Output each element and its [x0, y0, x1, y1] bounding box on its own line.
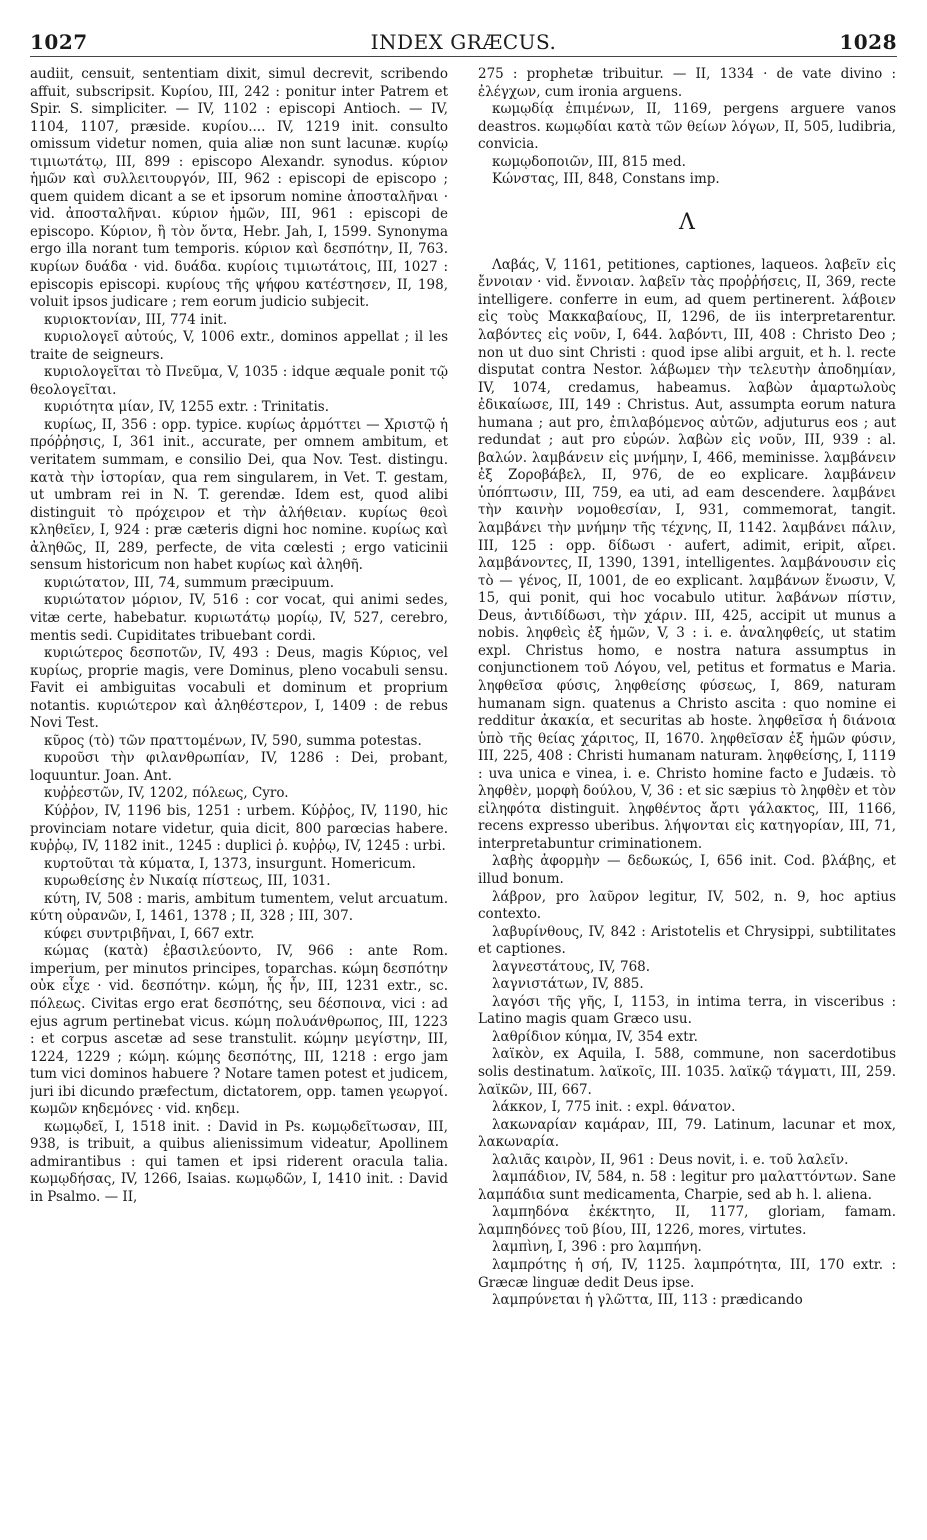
- page-header: [30, 26, 897, 57]
- index-entry: λαβὴς ἀφορμὴν — δεδωκώς, I, 656 init. Cod. βλάβης, et illud bonum.: [478, 853, 896, 887]
- index-entry: κυρίως, II, 356 : opp. typice. κυρίως ἁρμόττει — Χριστῷ ἡ πρόῤῥησις, I, 361 init., accurate, per omnem ambitum, et veritatem summam, e consilio Dei, qua Nov. Test. distingu. κατὰ τὴν ἱστορίαν, qua rem singularem, in Vet. T. gestam, ut umbram rei in N. T. gerendæ. Idem est, quod alibi distinguit τὸ πρόχειρον et τὴν ἀλήθειαν. κυρίως θεοὶ κληθεῖεν, I, 924 : præ cæteris digni hoc nomine. κυρίως καὶ ἀληθῶς, II, 289, perfecte, de vita cœlesti ; ergo vaticinii sensum historicum non habet κυρίως καὶ ἀληθῆ.: [30, 416, 448, 574]
- index-entry: κύτη, IV, 508 : maris, ambitum tumentem, velut arcuatum. κύτη οὐρανῶν, I, 1461, 1378 ; II, 328 ; III, 307.: [30, 890, 448, 925]
- index-entry: λαβυρίνθους, IV, 842 : Aristotelis et Chrysippi, subtilitates et captiones.: [478, 923, 896, 958]
- index-entry: λάβρον, pro λαῦρον legitur, IV, 502, n. 9, hoc aptius contexto.: [478, 888, 896, 923]
- index-entry: κωμῳδοποιῶν, III, 815 med.: [492, 153, 686, 170]
- index-entry: κώμας (κατὰ) ἐβασιλεύοντο, IV, 966 : ante Rom. imperium, per minutos principes, toparchas. κώμη δεσπότην οὐκ εἶχε · vid. δεσπότην. κώμη, ἧς ἦν, III, 1231 extr., sc. πόλεως. Civitas ergo erat δεσπότης, seu δέσποινα, vici : ad ejus agrum pertinebat vicus. κώμη πολυάνθρωπος, III, 1223 : et corpus ascetæ ad sese transtulit. κώμην μεγίστην, III, 1224, 1229 ; κώμη. κώμης δεσπότης, III, 1218 : ergo jam tum vici dominos habuere ? Notare tamen potest et judicem, juri ibi dicundo præfectum, dictatorem, opp. tamen γεωργοί. κωμῶν κηδεμόνες · vid. κηδεμ.: [30, 943, 448, 1118]
- page-number-left: 1027: [30, 30, 88, 54]
- index-entry: κυριώτατον μόριον, IV, 516 : cor vocat, qui animi sedes, vitæ certe, habebatur. κυριωτάτῳ μορίῳ, IV, 527, cerebro, mentis sedi. Cupiditates tribuebant cordi.: [30, 592, 448, 644]
- index-entry: λαμπάδιον, IV, 584, n. 58 : legitur pro μαλαττόντων. Sane λαμπάδια sunt medicamenta, Charpie, sed ab h. l. aliena.: [478, 1169, 896, 1203]
- index-entry: κυρτοῦται τὰ κύματα, I, 1373, insurgunt. Homericum.: [44, 855, 416, 872]
- index-entry: λακωναρίαν καμάραν, III, 79. Latinum, lacunar et mox, λακωναρία.: [478, 1116, 896, 1151]
- index-entry: κῦρος (τὸ) τῶν πραττομένων, IV, 590, summa potestas.: [44, 732, 422, 749]
- index-entry: κυροῦσι τὴν φιλανθρωπίαν, IV, 1286 : Dei, probant, loquuntur. Joan. Ant.: [30, 750, 448, 784]
- index-entry: κυριότητα μίαν, IV, 1255 extr. : Trinitatis.: [44, 399, 330, 416]
- index-entry: λαθρίδιον κύημα, IV, 354 extr.: [492, 1028, 698, 1045]
- right-column: [478, 66, 896, 1526]
- index-entry: κύφει συντριβῆναι, I, 667 extr.: [44, 925, 255, 942]
- running-title: INDEX GRÆCUS.: [370, 30, 557, 54]
- index-entry: κυρωθείσης ἐν Νικαίᾳ πίστεως, III, 1031.: [44, 873, 331, 890]
- index-entry: κυριολογεῖ αὐτούς, V, 1006 extr., dominos appellat ; il les traite de seigneurs.: [30, 329, 448, 363]
- index-entry: Κύῤῥον, IV, 1196 bis, 1251 : urbem. Κύῤῥος, IV, 1190, hic provinciam notare videtur, quia dicit, 800 parœcias habere. κυῤῥῳ, IV, 1182 init., 1245 : duplici ῥ. κυῤῥῳ, IV, 1245 : urbi.: [30, 802, 448, 855]
- index-entry: 275 : prophetæ tribuitur. — II, 1334 · de vate divino : ἐλέγχων, cum ironia arguens.: [478, 66, 896, 100]
- index-entry: κωμῳδίᾳ ἐπιμένων, II, 1169, pergens arguere vanos deastros. κωμῳδίαι κατὰ τῶν θείων λόγων, II, 505, ludibria, convicia.: [478, 101, 896, 153]
- index-entry: κωμῳδεῖ, I, 1518 init. : David in Ps. κωμῳδεῖτωσαν, III, 938, is tribuit, a quibus alienissimum videatur, Apollinem admirantibus : qui tamen et ipsi riderent oracula talia. κωμῳδήσας, IV, 1266, Isaias. κωμῳδῶν, I, 1410 init. : David in Psalmo. — II,: [30, 1118, 448, 1205]
- index-entry: λάκκον, I, 775 init. : expl. θάνατον.: [492, 1099, 736, 1116]
- page-number-right: 1028: [839, 30, 897, 54]
- index-entry: audiit, censuit, sententiam dixit, simul decrevit, scribendo affuit, subscripsit. Κυρίου, III, 242 : ponitur inter Patrem et Spir. S. simpliciter. — IV, 1102 : episcopi Antioch. — IV, 1104, 1107, præside. κυρίου.... IV, 1219 init. consulto omissum videtur nomen, quia aliæ non sunt lacunæ. κυρίῳ τιμιωτάτῳ, III, 899 : episcopo Alexandr. synodus. κύριον ἡμῶν καὶ συλλειτουργόν, III, 962 : episcopi de episcopo ; quem quidem dicant a se et ipsorum nomine ἀποσταλῆναι · vid. ἀποσταλῆναι. κύριον ἡμῶν, III, 961 : episcopi de episcopo. Κύριον, ἢ τὸν ὄντα, Hebr. Jah, I, 1599. Synonyma ergo illa norant tum temporis. κύριον καὶ δεσπότην, II, 763. κυρίων δυάδα · vid. δυάδα. κυρίοις τιμιωτάτοις, III, 1027 : episcopis episcopi. κυρίους τῆς ψήφου κατέστησεν, II, 198, voluit ipsos judicare ; rem eorum judicio subjecit.: [30, 66, 448, 311]
- index-entry: κυριολογεῖται τὸ Πνεῦμα, V, 1035 : idque æquale ponit τῷ θεολογεῖται.: [30, 364, 448, 398]
- index-entry: Κώνστας, III, 848, Constans imp.: [492, 171, 720, 188]
- index-entry: λαμπρότης ἡ σή, IV, 1125. λαμπρότητα, III, 170 extr. : Græcæ linguæ dedit Deus ipse.: [478, 1257, 896, 1291]
- index-entry: Λαβάς, V, 1161, petitiones, captiones, laqueos. λαβεῖν εἰς ἔννοιαν · vid. ἔννοιαν. λαβεῖν τὰς προῤῥήσεις, II, 369, recte intelligere. conferre in eum, ad quem pertinerent. λάβοιεν εἰς τοὺς Μακκαβαίους, II, 1296, de iis interpretarentur. λαβόντες εἰς νοῦν, I, 644. λαβόντι, III, 408 : Christo Deo ; non ut duo sint Christi : quod ipse alibi arguit, et h. l. recte disputat contra Nestor. λάβωμεν τὴν τελευτὴν ἀποδημίαν, IV, 1074, credamus, habeamus. λαβὼν ἁμαρτωλοὺς ἐδικαίωσε, III, 149 : Christus. Aut, assumpta eorum natura humana ; aut pro, ἐπιλαβόμενος αὐτῶν, adjuturus eos ; aut redundat ; aut pro εὑρών. λαβὼν εἰς νοῦν, III, 939 : al. βαλών. λαμβάνειν εἰς μνήμην, I, 466, meminisse. λαμβάνειν ἐξ Ζοροβάβελ, II, 976, de eo explicare. λαμβάνειν ὑπόπτωσιν, III, 759, ea uti, ad eam descendere. λαμβάνει τὴν καινὴν νομοθεσίαν, I, 931, commemorat, tangit. λαμβάνει τὴν μνήμην τῆς τέχνης, II, 1142. λαμβάνει πάλιν, III, 125 : opp. δίδωσι · aufert, adimit, eripit, αἴρει. λαμβάνοντες, II, 1390, 1391, intelligentes. λαμβάνουσιν εἰς τὸ — γένος, II, 1001, de eo explicant. λαμβάνων ἕνωσιν, V, 15, qui ponit, qui hoc vocabulo utitur. λαβάνων πίστιν, Deus, ἀντιδίδωσι, τὴν χάριν. III, 425, accipit ut munus a nobis. ληφθεὶς ἐξ ἡμῶν, V, 3 : i. e. ἀναληφθείς, ut statim expl. Christus homo, e nostra natura assumptus in conjunctionem τοῦ Λόγου, vel, petitus et formatus e Maria. ληφθεῖσα φύσις, ληφθείσης φύσεως, I, 869, naturam humanam sign. quatenus a Christo ascita : quo nomine ei redditur ἀκακία, et securitas ab hoste. ληφθεῖσα ἡ διάνοια ὑπὸ τῆς θείας χάριτος, II, 1670. ληφθεῖσαν ἐξ ἡμῶν φύσιν, III, 225, 408 : Christi humanam naturam. ληφθείσης, I, 1119 : uva unica e vinea, i. e. Christo homine facto e Judæis. τὸ ληφθὲν, μορφὴ δούλου, V, 36 : et sic sæpius τὸ ληφθὲν et τὸν εἰληφότα distinguit. ληφθέντος ἄρτι γάλακτος, III, 1166, recens expresso uberibus. λήψονται εἰς κατηγορίαν, III, 71, interpretabuntur criminationem.: [478, 256, 896, 852]
- index-entry: κυριώτερος δεσποτῶν, IV, 493 : Deus, magis Κύριος, vel κυρίως, proprie magis, vere Dominus, pleno vocabuli sensu. Favit ei ambiguitas vocabuli et dominum et proprium notantis. κυριώτερον καὶ ἀληθέστερον, I, 1409 : de rebus Novi Test.: [30, 645, 448, 732]
- index-entry: κυριώτατον, III, 74, summum præcipuum.: [44, 574, 334, 591]
- index-entry: λαμπὶνη, I, 396 : pro λαμπήνη.: [492, 1239, 702, 1256]
- index-entry: λαγνεστάτους, IV, 768.: [492, 958, 651, 975]
- index-entry: λαγόσι τῆς γῆς, I, 1153, in intima terra, in visceribus : Latino magis quam Græco usu.: [478, 993, 896, 1028]
- section-letter: Λ: [679, 209, 695, 235]
- index-entry: λαμπρύνεται ἡ γλῶττα, III, 113 : prædicando: [492, 1292, 803, 1309]
- index-entry: λαμπηδόνα ἐκέκτητο, II, 1177, gloriam, famam. λαμπηδόνες τοῦ βίου, III, 1226, mores, virtutes.: [478, 1204, 896, 1238]
- index-entry: λαϊκὸν, ex Aquila, I. 588, commune, non sacerdotibus solis destinatum. λαϊκοῖς, III. 1035. λαϊκῷ τάγματι, III, 259. λαϊκῶν, III, 667.: [478, 1046, 896, 1098]
- left-column: [30, 66, 448, 1526]
- index-entry: κυριοκτονίαν, III, 774 init.: [44, 311, 228, 328]
- index-entry: λαλιᾶς καιρὸν, II, 961 : Deus novit, i. e. τοῦ λαλεῖν.: [492, 1151, 849, 1168]
- index-entry: κυῤῥεστῶν, IV, 1202, πόλεως, Cyro.: [44, 785, 289, 802]
- index-entry: λαγνιστάτων, IV, 885.: [492, 976, 644, 993]
